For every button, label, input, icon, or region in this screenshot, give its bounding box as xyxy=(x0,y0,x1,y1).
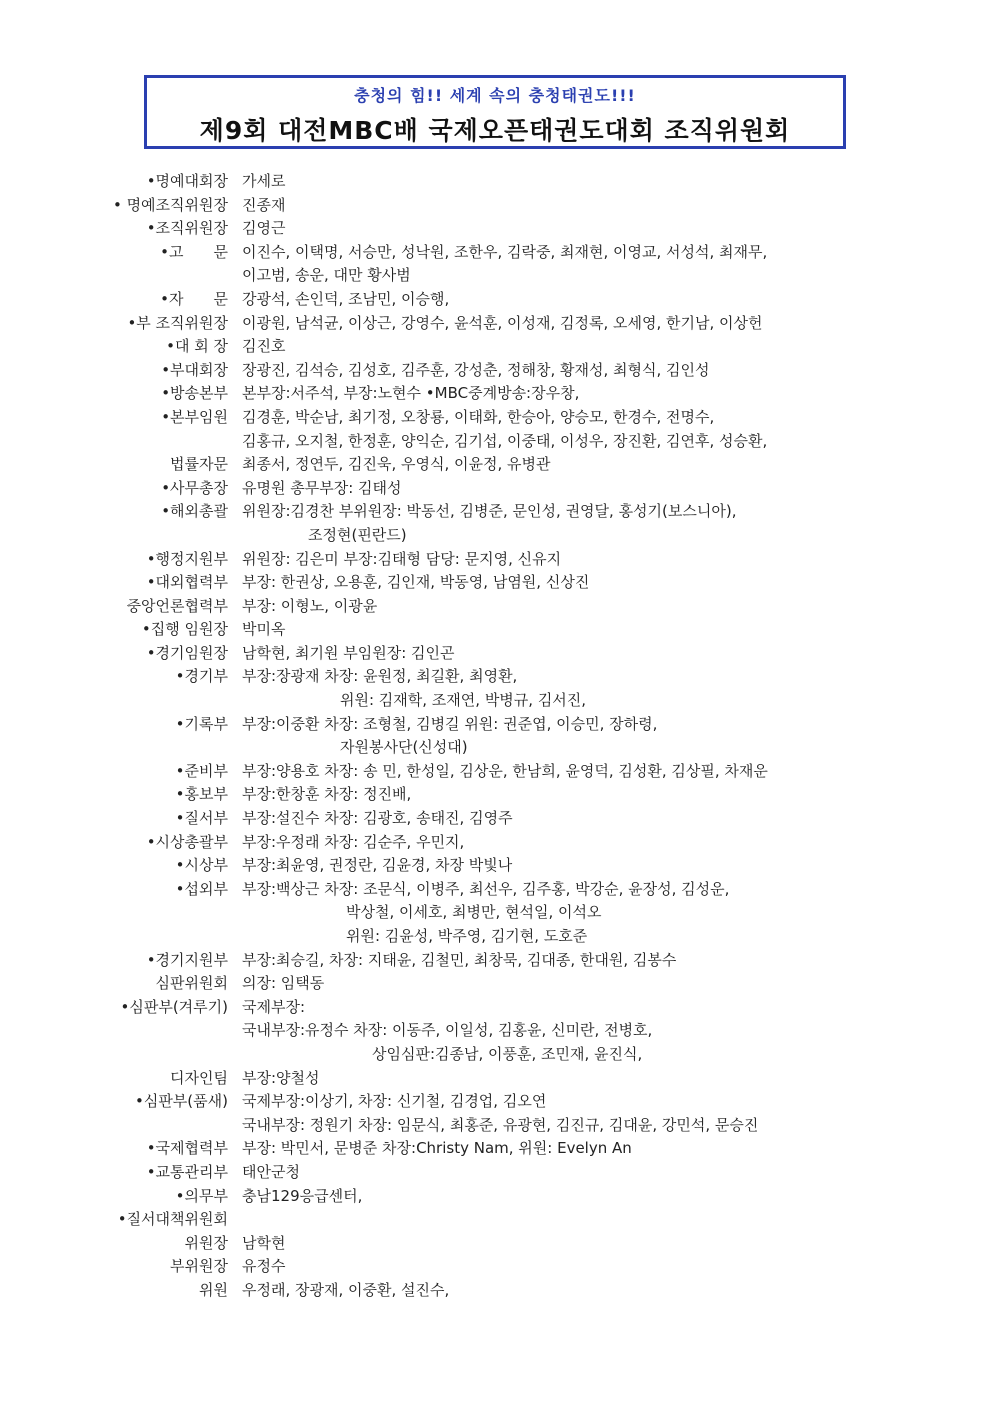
role-label: 중앙언론협력부 xyxy=(126,596,228,615)
member-names xyxy=(242,312,942,336)
member-line: 부장:우정래 차장: 김순주, 우민지, xyxy=(242,832,465,851)
roster-row xyxy=(0,406,992,453)
member-line: 부장:장광재 차장: 윤원정, 최길환, 최영환, xyxy=(242,667,518,686)
roster-row xyxy=(0,453,992,477)
roster-row xyxy=(0,170,992,194)
role-label: 부위원장 xyxy=(170,1257,228,1276)
role-label: •해외총괄 xyxy=(161,502,228,521)
member-line: 조정현(핀란드) xyxy=(308,525,407,544)
member-line: 장광진, 김석승, 김성호, 김주훈, 강성춘, 정해창, 황재성, 최형식, 김인성 xyxy=(242,360,710,379)
roster-row xyxy=(0,1208,992,1232)
member-names xyxy=(242,760,942,784)
role-label: •행정지원부 xyxy=(146,549,228,568)
member-line: 강광석, 손인덕, 조남민, 이승행, xyxy=(242,289,450,308)
member-names xyxy=(242,1232,942,1256)
member-names xyxy=(242,548,942,572)
member-line: 가세로 xyxy=(242,172,286,190)
member-line: 진종재 xyxy=(242,195,286,214)
roster-row xyxy=(0,477,992,501)
member-names xyxy=(242,1255,942,1279)
role-label: •기록부 xyxy=(175,714,228,733)
member-names xyxy=(242,618,942,642)
member-names xyxy=(242,335,942,359)
roster-row xyxy=(0,878,992,949)
role-label: •경기부 xyxy=(175,667,228,686)
member-line: 박상철, 이세호, 최병만, 현석일, 이석오 xyxy=(346,903,602,922)
member-names xyxy=(242,642,942,666)
committee-roster xyxy=(0,170,992,1303)
role-label: •홍보부 xyxy=(175,785,228,804)
member-names xyxy=(242,1090,942,1137)
member-line: 부장:양용호 차장: 송 민, 한성일, 김상운, 한남희, 윤영덕, 김성환, 김상필, 차재운 xyxy=(242,761,768,780)
roster-row xyxy=(0,241,992,288)
roster-row xyxy=(0,783,992,807)
member-line: 박미옥 xyxy=(242,620,286,639)
roster-row xyxy=(0,1090,992,1137)
member-line: 위원장:김경찬 부위원장: 박동선, 김병준, 문인성, 권영달, 홍성기(보스니아), xyxy=(242,502,737,521)
member-line: 부장: 박민서, 문병준 차장:Christy Nam, 위원: Evelyn An xyxy=(242,1139,632,1158)
member-names xyxy=(242,241,942,288)
member-names xyxy=(242,972,942,996)
member-line: 부장:최윤영, 권정란, 김윤경, 차장 박빛나 xyxy=(242,856,513,875)
member-line: 국내부장: 정원기 차장: 임문식, 최홍준, 유광현, 김진규, 김대윤, 강민석, 문승진 xyxy=(242,1115,759,1134)
roster-row xyxy=(0,1137,992,1161)
role-label: •질서대책위원회 xyxy=(117,1210,228,1229)
roster-row xyxy=(0,831,992,855)
role-label: •섭외부 xyxy=(175,879,228,898)
role-label: •사무총장 xyxy=(161,478,228,497)
member-line: 남학현, 최기원 부임원장: 김인곤 xyxy=(242,643,455,662)
member-line: 김홍규, 오지철, 한정훈, 양익순, 김기섭, 이중태, 이성우, 장진환, 김연후, 성승환, xyxy=(242,431,768,450)
roster-row xyxy=(0,548,992,572)
role-label: •국제협력부 xyxy=(146,1139,228,1158)
roster-row xyxy=(0,217,992,241)
member-line: 남학현 xyxy=(242,1233,286,1252)
role-label: •부대회장 xyxy=(161,360,228,379)
role-label: •준비부 xyxy=(175,761,228,780)
member-names xyxy=(242,453,942,477)
member-names xyxy=(242,217,942,241)
roster-row xyxy=(0,1185,992,1209)
member-line: 부장: 이형노, 이광윤 xyxy=(242,596,378,615)
roster-row xyxy=(0,500,992,547)
member-names xyxy=(242,1161,942,1185)
member-line: 본부장:서주석, 부장:노현수 •MBC중계방송:장우창, xyxy=(242,384,580,403)
member-line: 위원: 김윤성, 박주영, 김기현, 도호준 xyxy=(346,927,588,945)
member-line: 위원장: 김은미 부장:김태형 담당: 문지영, 신유지 xyxy=(242,549,562,568)
member-names xyxy=(242,382,942,406)
member-names xyxy=(242,500,942,547)
roster-row xyxy=(0,996,992,1067)
member-names xyxy=(242,996,942,1067)
roster-row xyxy=(0,359,992,383)
member-line: 부장:한창훈 차장: 정진배, xyxy=(242,785,412,804)
member-line: 부장:이중환 차장: 조형철, 김병길 위원: 권준엽, 이승민, 장하령, xyxy=(242,714,658,733)
member-line: 부장: 한권상, 오용훈, 김인재, 박동영, 남염원, 신상진 xyxy=(242,573,590,592)
role-label: 위원 xyxy=(199,1280,228,1299)
role-label: •경기지원부 xyxy=(146,950,228,969)
role-label: 위원장 xyxy=(184,1233,228,1252)
role-label: •대 회 장 xyxy=(166,337,228,356)
role-label: •명예대회장 xyxy=(146,172,228,190)
role-label: •자 문 xyxy=(160,289,228,308)
role-label: 심판위원회 xyxy=(155,974,228,993)
role-label: •심판부(겨루기) xyxy=(120,997,228,1016)
member-line: 이고범, 송운, 대만 황사범 xyxy=(242,266,411,285)
member-line: 부장:백상근 차장: 조문식, 이병주, 최선우, 김주홍, 박강순, 윤장성, 김성운, xyxy=(242,879,730,898)
role-label: •본부임원 xyxy=(161,407,228,426)
member-line: 김경훈, 박순남, 최기정, 오창룡, 이태화, 한승아, 양승모, 한경수, 전명수, xyxy=(242,407,715,426)
roster-row xyxy=(0,807,992,831)
roster-row xyxy=(0,854,992,878)
member-line: 국제부장:이상기, 차장: 신기철, 김경업, 김오연 xyxy=(242,1092,547,1111)
member-line: 유정수 xyxy=(242,1257,286,1276)
member-line: 국제부장: xyxy=(242,997,306,1016)
role-label: •고 문 xyxy=(160,242,228,261)
role-label: •심판부(품새) xyxy=(134,1092,228,1111)
member-line: 부장:최승길, 차장: 지태윤, 김철민, 최창묵, 김대종, 한대원, 김봉수 xyxy=(242,950,677,969)
member-line: 이광원, 남석균, 이상근, 강영수, 윤석훈, 이성재, 김정록, 오세영, 한기남, 이상헌 xyxy=(242,313,763,332)
member-line: 최종서, 정연두, 김진욱, 우영식, 이윤정, 유병관 xyxy=(242,455,551,474)
roster-row xyxy=(0,760,992,784)
roster-row xyxy=(0,618,992,642)
title-box xyxy=(144,75,846,149)
member-names xyxy=(242,1208,942,1232)
member-line: 김진호 xyxy=(242,337,286,356)
roster-row xyxy=(0,288,992,312)
role-label: •조직위원장 xyxy=(146,219,228,238)
member-names xyxy=(242,878,942,949)
member-names xyxy=(242,713,942,760)
member-names xyxy=(242,477,942,501)
member-names xyxy=(242,170,942,194)
role-label: •방송본부 xyxy=(161,384,228,403)
member-line: 상임심판:김종남, 이풍훈, 조민재, 윤진식, xyxy=(372,1044,643,1063)
member-line: 우정래, 장광재, 이중환, 설진수, xyxy=(242,1280,450,1299)
roster-row xyxy=(0,595,992,619)
roster-row xyxy=(0,335,992,359)
member-line: 자원봉사단(신성대) xyxy=(340,738,468,757)
role-label: • 명예조직위원장 xyxy=(112,195,228,214)
roster-row xyxy=(0,1067,992,1091)
member-names xyxy=(242,359,942,383)
roster-row xyxy=(0,1279,992,1303)
member-names xyxy=(242,288,942,312)
roster-row xyxy=(0,571,992,595)
member-line: 김영근 xyxy=(242,219,286,238)
role-label: •교통관리부 xyxy=(146,1162,228,1181)
role-label: 법률자문 xyxy=(170,455,228,474)
role-label: •부 조직위원장 xyxy=(127,313,228,332)
member-names xyxy=(242,665,942,712)
member-line: 위원: 김재학, 조재연, 박병규, 김서진, xyxy=(340,691,587,710)
role-label: •시상부 xyxy=(175,856,228,875)
member-names xyxy=(242,1067,942,1091)
role-label: •경기임원장 xyxy=(146,643,228,662)
member-line: 의장: 임택동 xyxy=(242,974,325,993)
document-title: 제9회 대전MBC배 국제오픈태권도대회 조직위원회 xyxy=(199,116,791,145)
member-line: 이진수, 이택명, 서승만, 성낙원, 조한우, 김락중, 최재현, 이영교, 서성석, 최재무, xyxy=(242,242,768,261)
role-label: •의무부 xyxy=(175,1186,228,1205)
member-line: 유명원 총무부장: 김태성 xyxy=(242,478,402,497)
member-line: 태안군청 xyxy=(242,1162,300,1181)
member-names xyxy=(242,1137,942,1161)
member-names xyxy=(242,595,942,619)
roster-row xyxy=(0,1255,992,1279)
role-label: •시상총괄부 xyxy=(146,832,228,851)
member-names xyxy=(242,807,942,831)
member-names xyxy=(242,783,942,807)
roster-row xyxy=(0,312,992,336)
member-names xyxy=(242,1185,942,1209)
roster-row xyxy=(0,972,992,996)
member-names xyxy=(242,571,942,595)
role-label: •대외협력부 xyxy=(146,573,228,592)
member-names xyxy=(242,406,942,453)
member-names xyxy=(242,949,942,973)
roster-row xyxy=(0,194,992,218)
member-line: 충남129응급센터, xyxy=(242,1186,363,1205)
roster-row xyxy=(0,713,992,760)
role-label: •질서부 xyxy=(175,809,228,828)
member-names xyxy=(242,831,942,855)
role-label: •집행 임원장 xyxy=(141,620,228,639)
member-line: 부장:설진수 차장: 김광호, 송태진, 김영주 xyxy=(242,809,513,828)
roster-row xyxy=(0,1161,992,1185)
member-names xyxy=(242,1279,942,1303)
roster-row xyxy=(0,642,992,666)
roster-row xyxy=(0,1232,992,1256)
member-line: 부장:양철성 xyxy=(242,1068,320,1087)
member-line: 국내부장:유정수 차장: 이동주, 이일성, 김홍윤, 신미란, 전병호, xyxy=(242,1021,653,1040)
roster-row xyxy=(0,949,992,973)
member-names xyxy=(242,194,942,218)
slogan: 충청의 힘!! 세계 속의 충청태권도!!! xyxy=(354,86,636,105)
roster-row xyxy=(0,665,992,712)
roster-row xyxy=(0,382,992,406)
role-label: 디자인팀 xyxy=(170,1068,228,1087)
member-names xyxy=(242,854,942,878)
